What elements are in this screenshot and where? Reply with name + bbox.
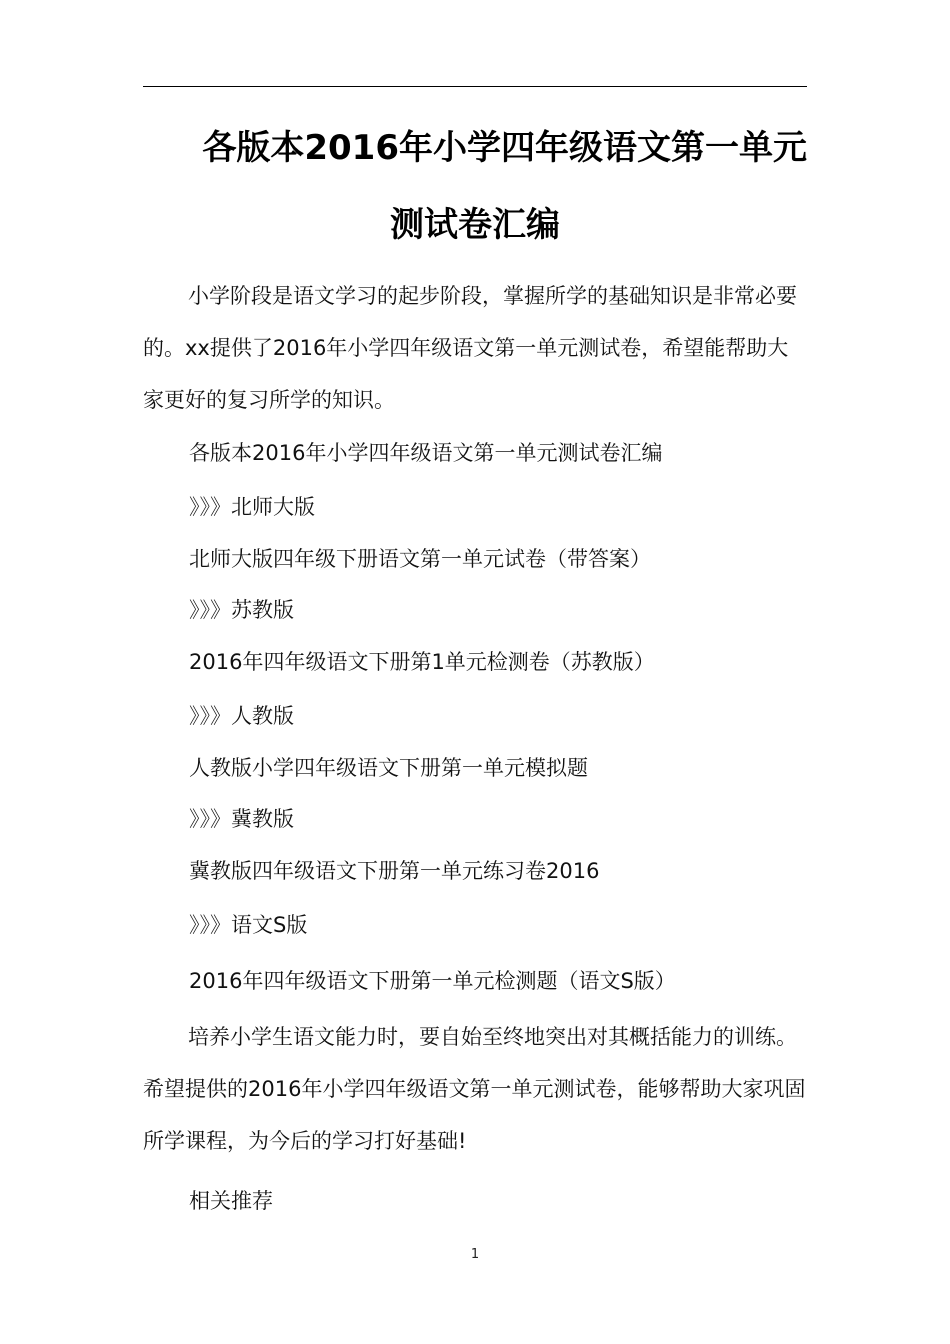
closing-paragraph — [143, 1011, 807, 1167]
list-line-sj-heading: 》》》苏教版 — [189, 598, 294, 622]
list-line-sj-item: 2016年四年级语文下册第1单元检测卷（苏教版） — [189, 650, 655, 674]
intro-text: 小学阶段是语文学习的起步阶段，掌握所学的基础知识是非常必要的。xx提供了2016年小学四年级语文第一单元测试卷，希望能帮助大家更好的复习所学的知识。 — [143, 284, 797, 412]
list-line-rj-item: 人教版小学四年级语文下册第一单元模拟题 — [189, 756, 588, 780]
document-title-line-2: 测试卷汇编 — [390, 205, 560, 245]
intro-paragraph — [143, 270, 807, 426]
list-line-bsd-item: 北师大版四年级下册语文第一单元试卷（带答案） — [189, 547, 651, 571]
list-line-rj-heading: 》》》人教版 — [189, 704, 294, 728]
closing-text: 培养小学生语文能力时，要自始至终地突出对其概括能力的训练。希望提供的2016年小学四年级语文第一单元测试卷，能够帮助大家巩固所学课程，为今后的学习打好基础! — [143, 1025, 806, 1153]
list-line-jj-item: 冀教版四年级语文下册第一单元练习卷2016 — [189, 859, 600, 883]
list-line-summary: 各版本2016年小学四年级语文第一单元测试卷汇编 — [189, 441, 663, 465]
document-title-line-1: 各版本2016年小学四年级语文第一单元 — [202, 128, 807, 168]
list-line-yws-item: 2016年四年级语文下册第一单元检测题（语文S版） — [189, 969, 676, 993]
list-line-yws-heading: 》》》语文S版 — [189, 913, 308, 937]
header-rule — [143, 86, 807, 87]
related-heading: 相关推荐 — [189, 1189, 273, 1213]
list-line-bsd-heading: 》》》北师大版 — [189, 495, 315, 519]
list-line-jj-heading: 》》》冀教版 — [189, 807, 294, 831]
page-number: 1 — [470, 1247, 480, 1262]
